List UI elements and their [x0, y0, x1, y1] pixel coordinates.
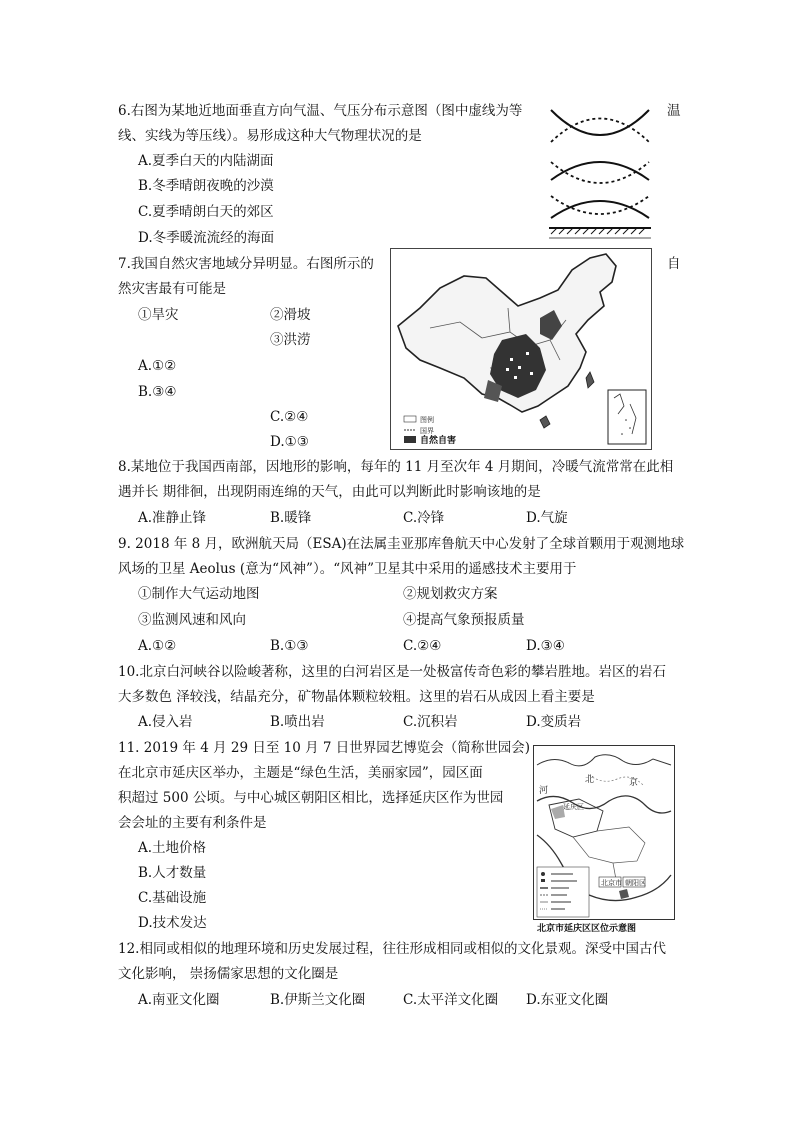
- q10-option-c: C.沉积岩: [403, 714, 458, 730]
- q8-option-c: C.冷锋: [403, 510, 445, 526]
- isobar-curve-2: [551, 162, 649, 180]
- q6-stem-trail: 温: [667, 103, 681, 119]
- q7-option-b: B.③④: [138, 384, 177, 400]
- q7-option-a: A.①②: [138, 358, 177, 374]
- q12-stem-line1: 12.相同或相似的地理环境和历史发展过程，往往形成相同或相似的文化景观。深受中国古代: [118, 941, 666, 957]
- legend-swatch-1: [404, 416, 416, 422]
- q9-stem-line1: 9. 2018 年 8 月，欧洲航天局（ESA)在法属圭亚那库鲁航天中心发射了全球首颗用于观测地球: [118, 536, 685, 552]
- q7-stem-line2: 然灾害最有可能是: [118, 281, 226, 297]
- q10-option-b: B.喷出岩: [270, 714, 325, 730]
- q10-stem-line2: 大多数色 泽较浅，结晶充分，矿物晶体颗粒较粗。这里的岩石从成因上看主要是: [118, 689, 595, 705]
- q7-option-c: C.②④: [270, 409, 309, 425]
- q9-option-d: D.③④: [526, 638, 565, 654]
- legend-label-1: 图例: [420, 416, 434, 424]
- q6-option-a: A.夏季白天的内陆湖面: [138, 153, 274, 169]
- q12-option-b: B.伊斯兰文化圈: [270, 992, 366, 1008]
- q11-stem-line1: 11. 2019 年 4 月 29 日至 10 月 7 日世界园艺博览会（简称世园会): [118, 740, 531, 756]
- q7-item-2: ②滑坡: [270, 307, 311, 323]
- q11-option-c: C.基础设施: [138, 890, 207, 906]
- q8-stem-line1: 8.某地位于我国西南部，因地形的影响，每年的 11 月至次年 4 月期间，冷暖气流常常在此相: [118, 459, 674, 475]
- q12-option-c: C.太平洋文化圈: [403, 992, 499, 1008]
- q9-item-3: ③监测风速和风向: [138, 612, 246, 628]
- legend-label-3: 自然自害: [420, 436, 457, 446]
- q7-stem-line1: 7.我国自然灾害地域分异明显。右图所示的: [118, 256, 374, 272]
- q6-stem-line1: 6.右图为某地近地面垂直方向气温、气压分布示意图（图中虚线为等: [118, 103, 523, 119]
- map-label-yanqing: 延庆区: [563, 803, 584, 811]
- q10-option-d: D.变质岩: [526, 714, 582, 730]
- q9-option-b: B.①③: [270, 638, 309, 654]
- isobar-curve-3: [551, 201, 649, 218]
- map-label-he: 河: [539, 786, 549, 796]
- q11-map-caption: 北京市延庆区区位示意图: [537, 924, 637, 934]
- q9-stem-line2: 风场的卫星 Aeolus (意为“风神”）。“风神”卫星其中采用的遥感技术主要用于: [118, 561, 577, 577]
- q11-yanqing-location-map: [533, 745, 675, 920]
- q8-option-d: D.气旋: [526, 510, 568, 526]
- q7-china-hazard-map: [390, 248, 652, 450]
- map-label-beijing-city: 北京市: [601, 879, 622, 887]
- q9-item-1: ①制作大气运动地图: [138, 586, 260, 602]
- isotherm-curve-3: [551, 196, 649, 214]
- q10-stem-line1: 10.北京白河峡谷以险峻著称，这里的白河岩区是一处极富传奇色彩的攀岩胜地。岩区的岩石: [118, 664, 666, 680]
- q12-option-a: A.南亚文化圈: [138, 992, 220, 1008]
- map-label-chaoyang: 朝阳区: [625, 879, 646, 887]
- q9-item-2: ②规划救灾方案: [403, 586, 498, 602]
- q12-option-d: D.东亚文化圈: [526, 992, 609, 1008]
- q8-stem-line2: 遇并长 期徘徊，出现阴雨连绵的天气，由此可以判断此时影响该地的是: [118, 484, 541, 500]
- q11-stem-line2: 在北京市延庆区举办，主题是“绿色生活，美丽家园”，园区面: [118, 765, 483, 781]
- q7-item-1: ①旱灾: [138, 307, 179, 323]
- isobar-curve-1: [551, 110, 649, 135]
- legend-label-2: 国界: [420, 427, 434, 435]
- q9-option-c: C.②④: [403, 638, 442, 654]
- map-label-bei: 北: [585, 775, 595, 785]
- q7-option-d: D.①③: [270, 434, 309, 450]
- q8-option-a: A.准静止锋: [138, 510, 207, 526]
- q11-option-d: D.技术发达: [138, 915, 207, 931]
- q7-stem-trail: 自: [667, 256, 681, 272]
- q11-option-b: B.人才数量: [138, 865, 207, 881]
- q7-item-3: ③洪涝: [270, 332, 311, 348]
- q12-stem-line2: 文化影响， 崇扬儒家思想的文化圈是: [118, 966, 339, 982]
- q11-stem-line3: 积超过 500 公顷。与中心城区朝阳区相比，选择延庆区作为世园: [118, 790, 504, 806]
- q6-option-c: C.夏季晴朗白天的郊区: [138, 204, 274, 220]
- legend-swatch-3: [404, 436, 416, 443]
- q8-option-b: B.暖锋: [270, 510, 312, 526]
- q6-option-d: D.冬季暖流流经的海面: [138, 230, 275, 246]
- q9-item-4: ④提高气象预报质量: [403, 612, 525, 628]
- q6-option-b: B.冬季晴朗夜晚的沙漠: [138, 178, 274, 194]
- south-china-sea-inset: [608, 390, 646, 444]
- isotherm-curve-2: [551, 162, 649, 183]
- map-label-jing: 京: [629, 778, 639, 788]
- q11-stem-line4: 会会址的主要有利条件是: [118, 815, 267, 831]
- q6-isotherm-isobar-diagram: [545, 100, 655, 240]
- q6-stem-line2: 线、实线为等压线）。易形成这种大气物理状况的是: [118, 128, 422, 144]
- q10-option-a: A.侵入岩: [138, 714, 193, 730]
- q11-option-a: A.土地价格: [138, 840, 207, 856]
- q9-option-a: A.①②: [138, 638, 177, 654]
